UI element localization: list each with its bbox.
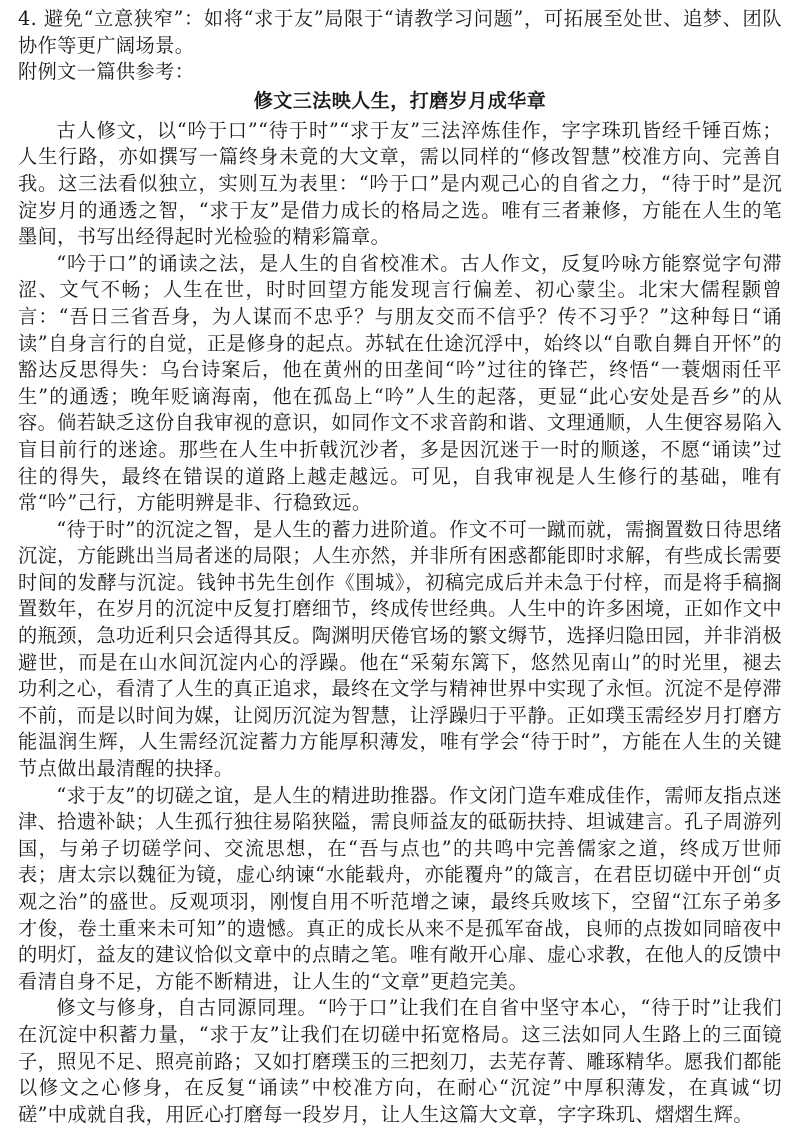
essay-paragraph-1: 古人修文，以“吟于口”“待于时”“求于友”三法淬炼佳作，字字珠玑皆经千锤百炼；人生行路，亦如撰写一篇终身未竟的大文章，需以同样的“修改智慧”校准方向、完善自我。这三法看似独立，实则互为表里：“吟于口”是内观己心的自省之力，“待于时”是沉淀岁月的通透之智，“求于友”是借力成长的格局之选。唯有三者兼修，方能在人生的笔墨间，书写出经得起时光检验的精彩篇章。 [18,118,782,249]
essay-paragraph-4: “求于友”的切磋之谊，是人生的精进助推器。作文闭门造车难成佳作，需师友指点迷津、拾遗补缺；人生孤行独往易陷狭隘，需良师益友的砥砺扶持、坦诚建言。孔子周游列国，与弟子切磋学问、交流思想，在“吾与点也”的共鸣中完善儒家之道，终成万世师表；唐太宗以魏征为镜，虚心纳谏“水能载舟，亦能覆舟”的箴言，在君臣切磋中开创“贞观之治”的盛世。反观项羽，刚愎自用不听范增之谏，最终兵败垓下，空留“江东子弟多才俊，卷土重来未可知”的遗憾。真正的成长从来不是孤军奋战，良师的点拨如同暗夜中的明灯，益友的建议恰似文章中的点睛之笔。唯有敞开心扉、虚心求教，在他人的反馈中看清自身不足，方能不断精进，让人生的“文章”更趋完美。 [18,783,782,993]
sample-essay-intro: 附例文一篇供参考： [18,60,195,84]
essay-body [18,118,782,1129]
document-page [18,6,782,1128]
essay-title: 修文三法映人生，打磨岁月成华章 [253,89,547,112]
essay-paragraph-5: 修文与修身，自古同源同理。“吟于口”让我们在自省中坚守本心，“待于时”让我们在沉淀中积蓄力量，“求于友”让我们在切磋中拓宽格局。这三法如同人生路上的三面镜子，照见不足、照亮前路；又如打磨璞玉的三把刻刀，去芜存菁、雕琢精华。愿我们都能以修文之心修身，在反复“诵读”中校准方向，在耐心“沉淀”中厚积薄发，在真诚“切磋”中成就自我，用匠心打磨每一段岁月，让人生这篇大文章，字字珠玑、熠熠生辉。 [18,996,782,1126]
essay-paragraph-3: “待于时”的沉淀之智，是人生的蓄力进阶道。作文不可一蹴而就，需搁置数日待思绪沉淀，方能跳出当局者迷的局限；人生亦然，并非所有困惑都能即时求解，有些成长需要时间的发酵与沉淀。钱钟书先生创作《围城》，初稿完成后并未急于付梓，而是将手稿搁置数年，在岁月的沉淀中反复打磨细节，终成传世经典。人生中的许多困境，正如作文中的瓶颈，急功近利只会适得其反。陶渊明厌倦官场的繁文缛节，选择归隐田园，并非消极避世，而是在山水间沉淀内心的浮躁。他在“采菊东篱下，悠然见南山”的时光里，褪去功利之心，看清了人生的真正追求，最终在文学与精神世界中实现了永恒。沉淀不是停滞不前，而是以时间为媒，让阅历沉淀为智慧，让浮躁归于平静。正如璞玉需经岁月打磨方能温润生辉，人生需经沉淀蓄力方能厚积薄发，唯有学会“待于时”，方能在人生的关键节点做出最清醒的抉择。 [18,517,782,781]
writing-tip-4: 4. 避免“立意狭窄”：如将“求于友”局限于“请教学习问题”，可拓展至处世、追梦、团队协作等更广阔场景。 [18,7,782,57]
essay-paragraph-2: “吟于口”的诵读之法，是人生的自省校准术。古人作文，反复吟咏方能察觉字句滞涩、文气不畅；人生在世，时时回望方能发现言行偏差、初心蒙尘。北宋大儒程颢曾言：“吾日三省吾身，为人谋而不忠乎？与朋友交而不信乎？传不习乎？”这种每日“诵读”自身言行的自觉，正是修身的起点。苏轼在仕途沉浮中，始终以“自歌自舞自开怀”的豁达反思得失：乌台诗案后，他在黄州的田垄间“吟”过往的锋芒，终悟“一蓑烟雨任平生”的通透；晚年贬谪海南，他在孤岛上“吟”人生的起落，更显“此心安处是吾乡”的从容。倘若缺乏这份自我审视的意识，如同作文不求音韵和谐、文理通顺，人生便容易陷入盲目前行的迷途。那些在人生中折戟沉沙者，多是因沉迷于一时的顺遂，不愿“诵读”过往的得失，最终在错误的道路上越走越远。可见，自我审视是人生修行的基础，唯有常“吟”己行，方能明辨是非、行稳致远。 [18,251,782,515]
